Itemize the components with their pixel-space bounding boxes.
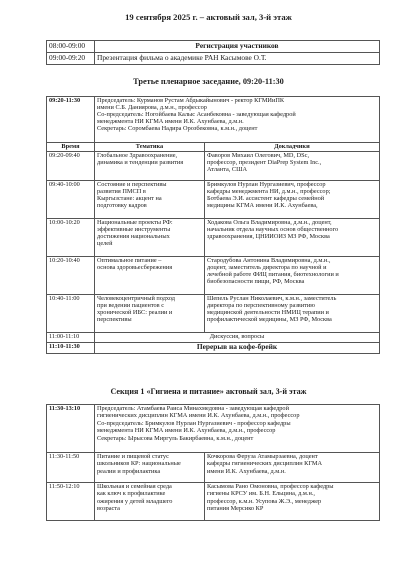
time-cell: 11:00-11:10 bbox=[47, 333, 95, 343]
chair-line: Председатель: Атамбаева Раиса Минахмедовна - заведующая кафедрой bbox=[97, 405, 289, 412]
time-cell: 09:00-09:20 bbox=[47, 53, 95, 65]
chair-line: менеджмента НИ КГМА имени И.К. Ахунбаева, д.м.н., профессор bbox=[97, 427, 276, 435]
topic-line: реалии и профилактика bbox=[97, 467, 161, 475]
registration-table bbox=[46, 40, 380, 65]
topic-line: Оптимальное питание – bbox=[97, 257, 162, 264]
speakers-cell bbox=[205, 295, 380, 333]
discussion-cell: Дискуссия, вопросы bbox=[95, 333, 380, 343]
topic-line: развития ПМСП в bbox=[97, 188, 146, 196]
speaker-line: Касымова Рано Омоновна, профессор кафедры bbox=[207, 483, 334, 490]
topic-line: Питание и пищевой статус bbox=[97, 453, 169, 460]
speaker-line: Стародубова Антонина Владимировна, д.м.н., bbox=[207, 257, 331, 264]
speaker-line: Ботбаева Э.И. ассистент кафедры семейной bbox=[207, 195, 325, 203]
chair-line: менеджмента НИ КГМА имени И.К. Ахунбаева, д.м.н. bbox=[97, 118, 244, 126]
table-row bbox=[47, 453, 380, 483]
speaker-line: начальник отдела научных основ общественного bbox=[207, 226, 339, 234]
table-row bbox=[47, 41, 380, 53]
speaker-line: здравоохранения, ЦНИИОИЗ МЗ РФ, Москва bbox=[207, 233, 330, 241]
speaker-line: питания Мерсико КР bbox=[207, 505, 264, 513]
column-header-topic: Тематика bbox=[95, 143, 205, 152]
table-row bbox=[47, 181, 380, 219]
speaker-line: кафедры гигиенических дисциплин КГМА bbox=[207, 460, 323, 468]
speakers-cell bbox=[205, 257, 380, 295]
time-cell: 08:00-09:00 bbox=[47, 41, 95, 53]
topic-cell bbox=[95, 453, 205, 483]
topic-line: основа здоровьесбережения bbox=[97, 264, 173, 272]
time-cell: 10:00-10:20 bbox=[47, 219, 95, 257]
chair-line: имени С.Б. Даниярова, д.м.н., профессор bbox=[97, 104, 207, 112]
chairs-cell bbox=[95, 97, 380, 143]
time-cell: 10:40-11:00 bbox=[47, 295, 95, 333]
speaker-line: доцент, заместитель директора по научной и bbox=[207, 264, 327, 272]
topic-line: динамика и тенденции развития bbox=[97, 159, 184, 167]
time-cell: 09:20-11:30 bbox=[47, 97, 95, 143]
speaker-line: Ходакова Ольга Владимировна, д.м.н., доцент, bbox=[207, 219, 332, 226]
time-cell: 11:50-12:10 bbox=[47, 483, 95, 521]
table-row bbox=[47, 483, 380, 521]
topic-line: перспективы bbox=[97, 316, 132, 324]
chair-line: гигиенических дисциплин КГМА имени И.К. Ахунбаева, д.м.н., профессор bbox=[97, 412, 300, 420]
column-header-time: Время bbox=[47, 143, 95, 152]
topic-cell bbox=[95, 257, 205, 295]
speaker-line: гигиены КРСУ им. Б.Н. Ельцина, д.м.н., bbox=[207, 490, 315, 498]
chair-line: Секретарь: Ырысова Миргуль Бакирбаевна, к.м.н., доцент bbox=[97, 434, 254, 442]
column-header-speakers: Докладчики bbox=[205, 143, 380, 152]
topic-line: Школьная и семейная среда bbox=[97, 483, 172, 490]
speakers-cell bbox=[205, 219, 380, 257]
topic-cell bbox=[95, 483, 205, 521]
time-cell: 09:40-10:00 bbox=[47, 181, 95, 219]
topic-line: ожирения у детей младшего bbox=[97, 497, 173, 505]
table-row bbox=[47, 257, 380, 295]
section1-table bbox=[46, 404, 380, 521]
table-row bbox=[47, 152, 380, 181]
topic-cell bbox=[95, 295, 205, 333]
topic-cell bbox=[95, 152, 205, 181]
speaker-line: директора по перспективному развитию bbox=[207, 302, 315, 310]
topic-cell bbox=[95, 181, 205, 219]
plenary-table bbox=[46, 96, 380, 354]
time-cell: 11:30-11:50 bbox=[47, 453, 95, 483]
table-row bbox=[47, 405, 380, 453]
speakers-cell bbox=[205, 181, 380, 219]
topic-line: подготовку кадров bbox=[97, 202, 147, 210]
topic-line: как ключ к профилактике bbox=[97, 490, 166, 498]
topic-line: хронической ИБС: реалии и bbox=[97, 309, 173, 317]
speaker-line: Бримкулов Нурлан Нургазиевич, профессор bbox=[207, 181, 326, 188]
table-header-row bbox=[47, 143, 380, 152]
topic-cell: Регистрация участников bbox=[95, 41, 380, 53]
table-row bbox=[47, 343, 380, 354]
speaker-line: медицинской деятельности НМИЦ терапии и bbox=[207, 309, 329, 317]
topic-line: эффективные инструменты bbox=[97, 226, 171, 234]
time-cell: 11:10-11:30 bbox=[47, 343, 95, 354]
table-row bbox=[47, 219, 380, 257]
speaker-line: Кочкорова Феруза Атамырзаевна, доцент bbox=[207, 453, 318, 460]
time-cell: 11:30-13:10 bbox=[47, 405, 95, 453]
topic-line: Человекоцентричный подход bbox=[97, 295, 176, 302]
time-cell: 10:20-10:40 bbox=[47, 257, 95, 295]
speaker-line: профессор, к.м.н. Усупова Ж.Э., менеджер bbox=[207, 497, 322, 505]
topic-line: Состояние и перспективы bbox=[97, 181, 167, 188]
topic-cell: Презентация фильма о академике РАН Касымове О.Т. bbox=[95, 53, 380, 65]
topic-line: Национальные проекты РФ: bbox=[97, 219, 173, 226]
topic-line: Кыргызстане: акцент на bbox=[97, 195, 162, 203]
time-cell: 09:20-09:40 bbox=[47, 152, 95, 181]
speaker-line: Шепель Руслан Николаевич, к.м.н., заместитель bbox=[207, 295, 337, 302]
speaker-line: лечебной работе ФИЦ питания, биотехнологии и bbox=[207, 271, 339, 279]
table-row bbox=[47, 53, 380, 65]
topic-cell bbox=[95, 219, 205, 257]
topic-line: школьников КР: национальные bbox=[97, 460, 181, 468]
topic-line: достижения национальных bbox=[97, 233, 170, 241]
plenary-heading: Третье пленарное заседание, 09:20-11:30 bbox=[133, 77, 284, 86]
speaker-line: профилактической медицины, МЗ РФ, Москва bbox=[207, 316, 332, 324]
speakers-cell bbox=[205, 453, 380, 483]
topic-line: при ведении пациентов с bbox=[97, 302, 165, 310]
break-cell: Перерыв на кофе-брейк bbox=[95, 343, 380, 354]
chair-line: Со-председатель: Ногойбаева Калыс Асанбековна - заведующая кафедрой bbox=[97, 111, 296, 119]
date-heading: 19 сентября 2025 г. – актовый зал, 3-й этаж bbox=[125, 12, 292, 22]
speaker-line: биобезопасности пищи, РФ, Москва bbox=[207, 278, 305, 286]
chair-line: Со-председатель: Бримкулов Нурлан Нургазиевич - профессор кафедры bbox=[97, 419, 291, 427]
speaker-line: имени И.К. Ахунбаева, д.м.н. bbox=[207, 467, 286, 475]
speaker-line: профессор, президент DiaPrep System Inc., bbox=[207, 159, 322, 167]
chairs-cell bbox=[95, 405, 380, 453]
topic-line: целей bbox=[97, 240, 113, 248]
speaker-line: Фаворов Михаил Олегович, MD, DSc, bbox=[207, 152, 310, 159]
chair-line: Секретарь: Соромбаева Надира Орозбековна, к.м.н., доцент bbox=[97, 125, 258, 133]
chair-line: Председатель: Курманов Рустам Абдыкайынович - ректор КГМИиПК bbox=[97, 97, 285, 104]
speakers-cell bbox=[205, 152, 380, 181]
speaker-line: медицины КГМА имени И.К. Ахунбаева, bbox=[207, 202, 318, 210]
speaker-line: кафедры менеджмента НИ, д.м.н., профессор; bbox=[207, 188, 331, 196]
table-row bbox=[47, 295, 380, 333]
speaker-line: Атланта, США bbox=[207, 166, 248, 174]
speakers-cell bbox=[205, 483, 380, 521]
section1-heading: Секция 1 «Гигиена и питание» актовый зал, 3-й этаж bbox=[110, 387, 307, 396]
topic-line: возраста bbox=[97, 505, 120, 513]
table-row bbox=[47, 333, 380, 343]
table-row bbox=[47, 97, 380, 143]
topic-line: Глобальное Здравоохранение, bbox=[97, 152, 178, 159]
